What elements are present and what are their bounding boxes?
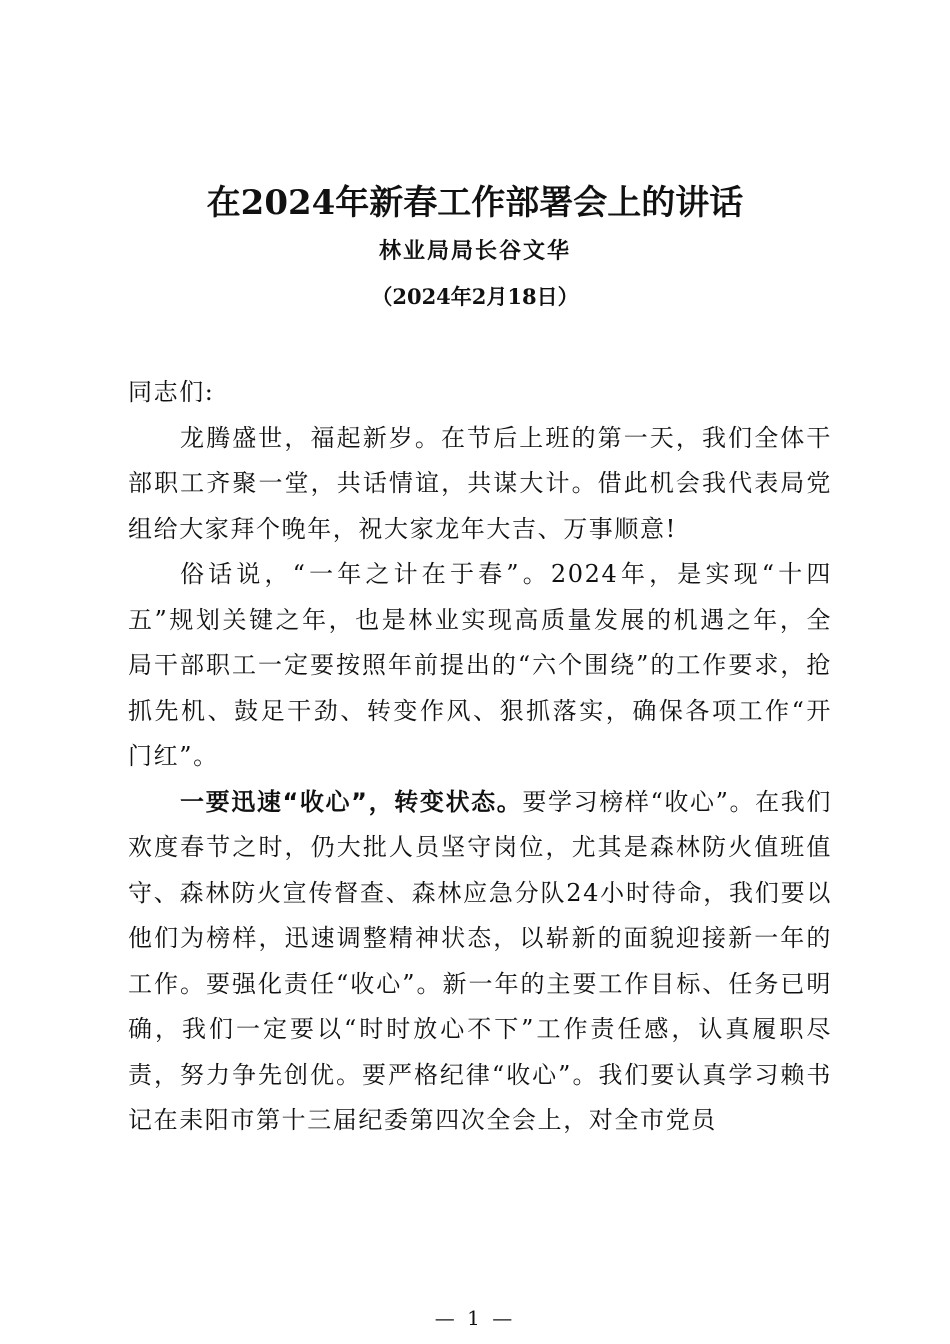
speaker-byline: 林业局局长谷文华 <box>378 238 571 264</box>
paragraph-first-point <box>128 780 832 1144</box>
speech-body <box>128 370 832 1144</box>
paragraph-greeting <box>128 416 832 553</box>
salutation: 同志们: <box>128 378 215 406</box>
paragraph-first-point-heading: 一要迅速“收心”，转变状态。 <box>180 787 523 816</box>
speech-date: （2024年2月18日） <box>371 284 579 309</box>
document-title: 在2024年新春工作部署会上的讲话 <box>206 183 744 223</box>
paragraph-first-point-text: 要学习榜样“收心”。在我们欢度春节之时，仍大批人员坚守岗位，尤其是森林防火值班值守、森林防火宣传督查、森林应急分队24小时待命，我们要以他们为榜样，迅速调整精神状态，以崭新的面貌迎接新一年的工作。要强化责任“收心”。新一年的主要工作目标、任务已明确，我们一定要以“时时放心不下”工作责任感，认真履职尽责，努力争先创优。要严格纪律“收心”。我们要认真学习赖书记在耒阳市第十三届纪委第四次全会上，对全市党员 <box>128 787 832 1134</box>
paragraph-spring-plan-text: 俗话说，“一年之计在于春”。2024年，是实现“十四五”规划关键之年，也是林业实现高质量发展的机遇之年，全局干部职工一定要按照年前提出的“六个围绕”的工作要求，抢抓先机、鼓足干劲、转变作风、狠抓落实，确保各项工作“开门红”。 <box>128 560 832 770</box>
paragraph-spring-plan <box>128 552 832 780</box>
paragraph-greeting-text: 龙腾盛世，福起新岁。在节后上班的第一天，我们全体干部职工齐聚一堂，共话情谊，共谋大计。借此机会我代表局党组给大家拜个晚年，祝大家龙年大吉、万事顺意! <box>128 423 832 543</box>
page-number: — 1 — <box>434 1306 516 1330</box>
